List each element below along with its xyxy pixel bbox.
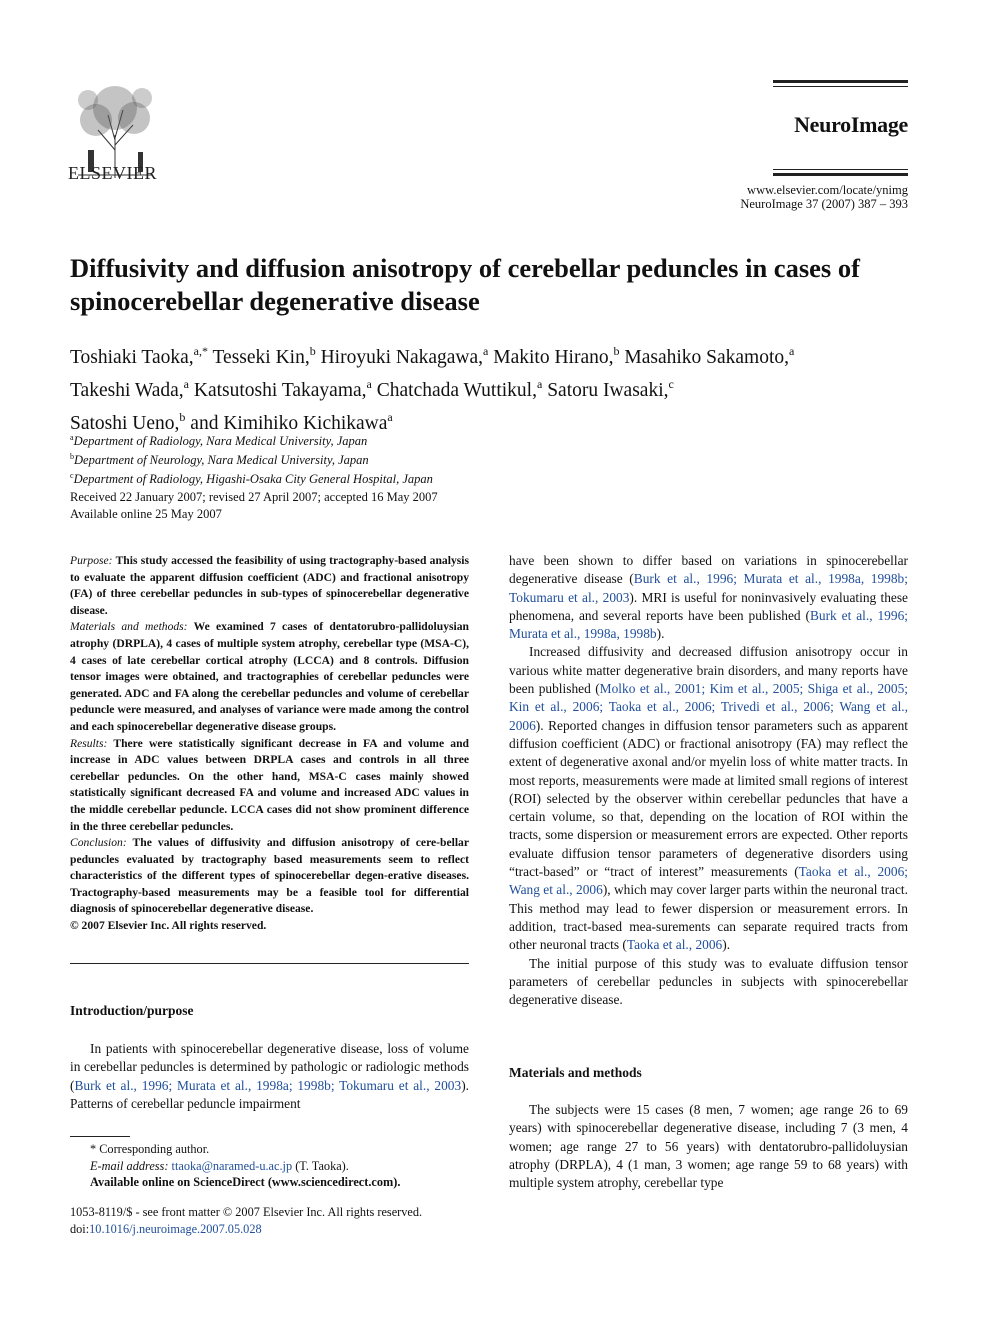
author: Masahiko Sakamoto, <box>624 347 790 368</box>
text: ). <box>656 626 665 642</box>
affiliation-text: Department of Neurology, Nara Medical University, Japan <box>74 453 369 467</box>
affiliations <box>70 430 570 487</box>
affiliation-text: Department of Radiology, Nara Medical University, Japan <box>73 434 368 448</box>
author-sup: a <box>789 344 795 358</box>
author: Takeshi Wada, <box>70 380 184 401</box>
author-sup: a,* <box>193 344 208 358</box>
doi-link[interactable]: 10.1016/j.neuroimage.2007.05.028 <box>89 1221 262 1236</box>
doi-label: doi: <box>70 1221 90 1236</box>
journal-citation: NeuroImage 37 (2007) 387 – 393 <box>740 197 908 211</box>
paragraph: The subjects were 15 cases (8 men, 7 women; age range 26 to 69 years) with spinocerebellar degenerative disease, including 7 (3 men, 4 women; age range 27 to 56 years) with dentatorubro-pallidoluysian atrophy (DRPLA), 4 (1 man, 3 women; age range 59 to 68 years) with multiple system atrophy, cerebellar type <box>509 1102 908 1191</box>
text: ). Reported changes in diffusion tensor parameters such as apparent diffusion coefficient (ADC) or fractional anisotropy (FA) may reflect the extent of degenerative axonal and/or myelin loss of white matter tracts. In most reports, measurements were made at limited small regions of interest (ROI) selected by the observer within cerebellar peduncles that have a certain volume, so that, depending on the location of ROI within the tracts, some dispersion or measurement errors are expected. Other reports evaluate diffusion tensor parameters of degenerative disorders using “tract-based” or “tract of interest” measurements ( <box>509 717 908 880</box>
text: In patients with spinocerebellar degenerative disease, loss of volume in cerebellar peduncles is determined by pathologic or radiologic methods ( <box>70 1041 469 1093</box>
abstract-divider <box>70 963 469 964</box>
abstract-text: We examined 7 cases of dentatorubro-pallidoluysian atrophy (DRPLA), 4 cases of multiple system atrophy, cerebellar type (MSA-C), 4 cases of late cerebellar cortical atrophy (LCCA) and 8 controls. Diffusion tensor images were obtained, and tractographies of cerebellar peduncles were generated. ADC and FA along the cerebellar peduncles and volume of cerebellar peduncle were measured, and analyses of variance were made among the control and each spinocerebellar degenerative disease groups. <box>70 620 469 733</box>
header-rule <box>773 86 908 87</box>
section-heading-intro: Introduction/purpose <box>70 1003 194 1018</box>
paragraph: The initial purpose of this study was to evaluate diffusion tensor parameters of cerebellar peduncles in subjects with spinocerebellar degenerative disease. <box>509 955 908 1008</box>
abstract-label: Conclusion: <box>70 836 127 850</box>
doi-line <box>70 1221 490 1238</box>
abstract-methods <box>70 619 469 735</box>
email-label: E-mail address: <box>90 1158 169 1173</box>
author: and Kimihiko Kichikawa <box>190 413 388 434</box>
affiliation <box>70 468 570 487</box>
citation-link[interactable]: Taoka et al., 2006; Wang et al., 2006 <box>509 864 908 898</box>
journal-name: NeuroImage <box>794 112 908 137</box>
text: (T. Taoka). <box>295 1158 349 1173</box>
citation-link[interactable]: Molko et al., 2001; Kim et al., 2005; Shiga et al., 2005; Kin et al., 2006; Taoka et al., 2006; Trivedi et al., 2006; Wang et al., 2006 <box>509 681 908 733</box>
journal-url[interactable]: www.elsevier.com/locate/ynimg <box>747 183 908 197</box>
methods-text <box>509 1101 908 1192</box>
author: Satoru Iwasaki, <box>547 380 669 401</box>
email-line <box>70 1158 470 1175</box>
header-rule <box>773 173 908 176</box>
affiliation <box>70 449 570 468</box>
publisher-name: ELSEVIER <box>68 163 157 183</box>
author: Hiroyuki Nakagawa, <box>320 347 484 368</box>
author-sup: c <box>668 377 674 391</box>
text: ). MRI is useful for noninvasively evaluating these phenomena, and several reports have been published ( <box>509 589 908 623</box>
email-link[interactable]: ttaoka@naramed-u.ac.jp <box>171 1158 293 1173</box>
abstract-purpose <box>70 553 469 619</box>
paragraph <box>509 552 908 643</box>
affiliation-text: Department of Radiology, Higashi-Osaka City General Hospital, Japan <box>73 472 433 486</box>
abstract-label: Materials and methods: <box>70 620 188 634</box>
author: Katsutoshi Takayama, <box>193 380 367 401</box>
author-sup: b <box>613 344 620 358</box>
abstract-label: Results: <box>70 736 108 750</box>
author-sup: b <box>309 344 316 358</box>
author: Chatchada Wuttikul, <box>376 380 537 401</box>
author: Toshiaki Taoka, <box>70 347 194 368</box>
corresponding-author: * Corresponding author. <box>90 1142 210 1156</box>
affiliation <box>70 430 570 449</box>
text: have been shown to differ based on variations in spinocerebellar degenerative disease ( <box>509 553 908 587</box>
text: ). Patterns of cerebellar peduncle impairment <box>70 1077 469 1111</box>
citation-link[interactable]: Burk et al., 1996; Murata et al., 1998a, 1998b <box>509 607 908 642</box>
text: ), which may cover larger parts within the neuronal tract. This method may lead to fewer dispersion or measurement errors. In addition, tract-based mea-surements can separate required tracts from other neuronal tracts ( <box>509 882 908 953</box>
affiliation-sup: a <box>70 433 74 442</box>
article-title: Diffusivity and diffusion anisotropy of cerebellar peduncles in cases of spinocerebellar degenerative disease <box>70 253 860 316</box>
article-dates <box>70 489 570 523</box>
header-rule <box>773 80 908 83</box>
header-rule <box>773 169 908 170</box>
abstract-text: This study accessed the feasibility of using tractography-based analysis to evaluate the apparent diffusion coefficient (ADC) and fractional anisotropy (FA) of three cerebellar peduncles in sub-types of spinocerebellar degenerative disease. <box>70 554 469 617</box>
abstract-text: There were statistically significant decrease in FA and volume and increase in ADC values between DRPLA cases and controls in all three cerebellar peduncles. On the other hand, MSA-C cases mainly showed statistically significant decreased FA and volume and increased ADC values in the middle cerebellar peduncle. LCCA cases did not show prominent difference in the three cerebellar peduncles. <box>70 736 469 833</box>
author: Satoshi Ueno, <box>70 413 180 434</box>
citation-link[interactable]: Burk et al., 1996; Murata et al., 1998a; 1998b; Tokumaru et al., 2003 <box>74 1077 462 1093</box>
text: ). <box>722 937 731 953</box>
issn-line: 1053-8119/$ - see front matter © 2007 Elsevier Inc. All rights reserved. <box>70 1205 423 1219</box>
paragraph <box>509 643 908 954</box>
section-heading-methods: Materials and methods <box>509 1065 642 1080</box>
received-date: Received 22 January 2007; revised 27 April 2007; accepted 16 May 2007 <box>70 490 438 504</box>
abstract <box>70 553 469 935</box>
abstract-conclusion <box>70 835 469 918</box>
online-date: Available online 25 May 2007 <box>70 507 222 521</box>
author-sup: b <box>179 410 186 424</box>
right-column-text <box>509 552 908 1009</box>
author: Makito Hirano, <box>493 347 614 368</box>
affiliation-sup: c <box>70 471 74 480</box>
author-sup: a <box>387 410 393 424</box>
intro-text <box>70 1040 469 1113</box>
affiliation-sup: b <box>70 452 74 461</box>
author-sup: a <box>183 377 189 391</box>
author: Tesseki Kin, <box>212 347 310 368</box>
footnotes <box>70 1141 470 1191</box>
author-sup: a <box>366 377 372 391</box>
abstract-text: The values of diffusivity and diffusion anisotropy of cere-bellar peduncles evaluated by tractography based measurements seem to reflect characteristics of the different types of spinocerebellar degen-erative diseases. Tractography-based measurements may be a feasible tool for differential diagnosis of spinocerebellar degenerative disease. <box>70 836 469 916</box>
citation-link[interactable]: Burk et al., 1996; Murata et al., 1998a, 1998b; Tokumaru et al., 2003 <box>509 571 908 605</box>
footnote-divider <box>70 1136 130 1137</box>
abstract-label: Purpose: <box>70 554 113 567</box>
paragraph <box>70 1040 469 1113</box>
author-sup: a <box>536 377 543 391</box>
author-sup: a <box>483 344 489 358</box>
page-footer <box>70 1204 490 1237</box>
abstract-results <box>70 736 469 836</box>
copyright: © 2007 Elsevier Inc. All rights reserved. <box>70 919 267 933</box>
text: Increased diffusivity and decreased diffusion anisotropy occur in various white matter degenerative brain disorders, and many reports have been published ( <box>509 644 908 697</box>
author-list <box>70 338 930 437</box>
sciencedirect-note: Available online on ScienceDirect (www.sciencedirect.com). <box>90 1175 401 1189</box>
citation-link[interactable]: Taoka et al., 2006 <box>626 937 723 953</box>
